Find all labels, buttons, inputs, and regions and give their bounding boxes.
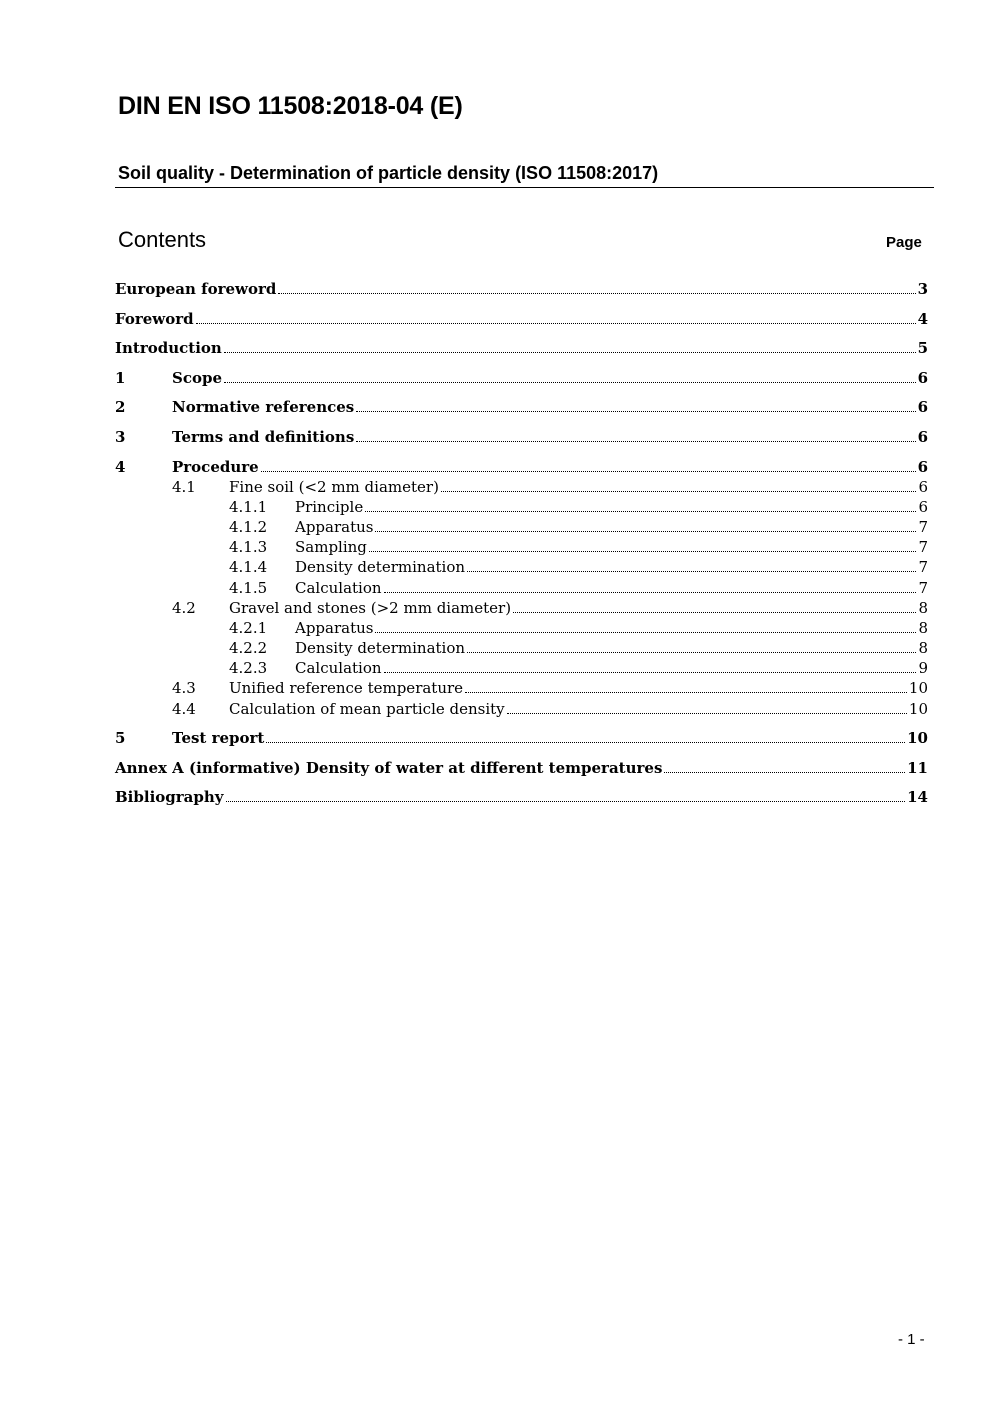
toc-entry-bibliography[interactable] [115,787,928,807]
toc-page-number: 11 [907,759,928,777]
toc-entry-4-1-1[interactable] [229,497,928,517]
toc-entry-4-1-3[interactable] [229,537,928,557]
toc-leader [441,490,917,492]
toc-page-number: 7 [918,579,928,597]
toc-title: Normative references [172,398,355,416]
toc-number: 4.2.1 [229,619,268,637]
toc-entry-foreword[interactable] [115,309,928,329]
toc-title: Annex A (informative) Density of water at different temperatures [115,759,663,777]
toc-number: 4 [115,458,126,476]
toc-title: Calculation [295,579,382,597]
toc-leader [196,322,916,324]
toc-page-number: 6 [917,398,928,416]
toc-leader [356,440,915,442]
toc-title: Gravel and stones (>2 mm diameter) [229,599,512,617]
toc-title: Calculation [295,659,382,677]
toc-number: 4.1 [172,478,196,496]
toc-page-number: 4 [917,310,928,328]
toc-number: 4.2 [172,599,196,617]
toc-number: 4.1.5 [229,579,268,597]
toc-entry-4-4[interactable] [172,699,928,719]
toc-title: Apparatus [295,518,374,536]
toc-page-number: 9 [918,659,928,677]
toc-entry-4-2-2[interactable] [229,638,928,658]
toc-entry-european-foreword[interactable] [115,279,928,299]
page-column-heading: Page [886,234,922,251]
toc-number: 4.1.3 [229,538,268,556]
toc-page-number: 7 [918,518,928,536]
footer-page-number: - 1 - [898,1331,925,1348]
toc-page-number: 8 [918,619,928,637]
toc-title: Introduction [115,339,222,357]
toc-number: 1 [115,369,126,387]
toc-page-number: 14 [907,788,928,806]
document-subtitle: Soil quality - Determination of particle density (ISO 11508:2017) [118,163,659,183]
toc-leader [369,550,917,552]
toc-page-number: 10 [907,729,928,747]
subtitle-divider [115,187,934,188]
toc-entry-4-3[interactable] [172,678,928,698]
toc-leader [278,292,915,294]
toc-title: Fine soil (<2 mm diameter) [229,478,439,496]
toc-title: Sampling [295,538,367,556]
toc-leader [513,611,916,613]
toc-entry-clause-4[interactable] [115,457,928,477]
toc-entry-clause-3[interactable] [115,427,928,447]
toc-title: Terms and definitions [172,428,355,446]
toc-page-number: 8 [918,639,928,657]
toc-entry-introduction[interactable] [115,338,928,358]
toc-title: Density determination [295,639,466,657]
toc-page-number: 6 [918,498,928,516]
toc-number: 3 [115,428,126,446]
toc-entry-4-1-2[interactable] [229,517,928,537]
toc-title: Density determination [295,558,466,576]
toc-title: Procedure [172,458,259,476]
toc-leader [507,712,907,714]
toc-title: Principle [295,498,364,516]
toc-leader [266,741,905,743]
toc-leader [375,631,916,633]
toc-leader [375,530,916,532]
toc-number: 4.1.4 [229,558,268,576]
toc-page-number: 3 [917,280,928,298]
toc-page-number: 8 [918,599,928,617]
toc-leader [226,800,906,802]
toc-leader [365,510,916,512]
toc-page-number: 10 [908,700,928,718]
toc-leader [467,651,916,653]
toc-leader [664,771,905,773]
toc-page-number: 6 [917,458,928,476]
toc-entry-4-1-5[interactable] [229,578,928,598]
toc-number: 4.1.2 [229,518,268,536]
toc-entry-4-1-4[interactable] [229,557,928,577]
toc-number: 4.4 [172,700,196,718]
toc-title: Scope [172,369,223,387]
toc-number: 4.3 [172,679,196,697]
toc-entry-4-1[interactable] [172,477,928,497]
toc-leader [467,570,916,572]
toc-number: 5 [115,729,126,747]
toc-title: Unified reference temperature [229,679,464,697]
toc-page-number: 7 [918,558,928,576]
toc-leader [465,691,907,693]
toc-entry-annex-a[interactable] [115,758,928,778]
toc-entry-4-2[interactable] [172,598,928,618]
toc-title: Calculation of mean particle density [229,700,505,718]
toc-title: Apparatus [295,619,374,637]
toc-entry-4-2-3[interactable] [229,658,928,678]
toc-number: 2 [115,398,126,416]
contents-heading: Contents [118,227,207,252]
toc-leader [384,591,917,593]
toc-page-number: 10 [908,679,928,697]
toc-leader [224,351,916,353]
toc-title: Test report [172,729,265,747]
toc-page-number: 5 [917,339,928,357]
toc-page-number: 7 [918,538,928,556]
toc-title: European foreword [115,280,277,298]
document-title: DIN EN ISO 11508:2018-04 (E) [118,92,463,120]
toc-number: 4.1.1 [229,498,268,516]
toc-leader [356,410,915,412]
toc-entry-clause-5[interactable] [115,728,928,748]
toc-leader [224,381,916,383]
toc-entry-clause-1[interactable] [115,368,928,388]
toc-page-number: 6 [918,478,928,496]
toc-page-number: 6 [917,428,928,446]
toc-title: Bibliography [115,788,224,806]
toc-leader [261,470,916,472]
toc-number: 4.2.2 [229,639,268,657]
toc-entry-4-2-1[interactable] [229,618,928,638]
toc-title: Foreword [115,310,194,328]
toc-entry-clause-2[interactable] [115,397,928,417]
toc-page-number: 6 [917,369,928,387]
toc-leader [384,671,917,673]
toc-number: 4.2.3 [229,659,268,677]
